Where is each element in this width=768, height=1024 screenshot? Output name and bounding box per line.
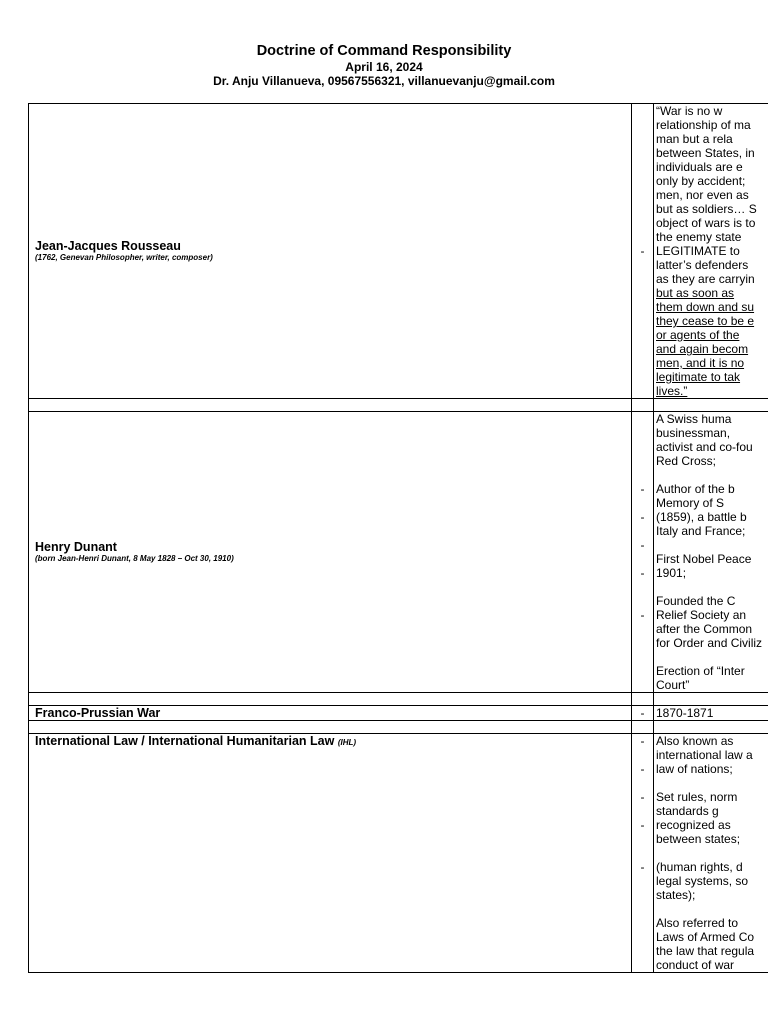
text-line: between States, in — [656, 146, 755, 160]
bullet-dash: - — [640, 706, 645, 720]
term-cell — [29, 734, 632, 973]
text-line: Red Cross; — [656, 454, 717, 468]
bullet-dash: - — [640, 244, 645, 258]
bullet-dash: - — [640, 790, 645, 804]
text-line: only by accident; — [656, 174, 746, 188]
text-line: men, nor even as — [656, 188, 749, 202]
term-cell — [29, 104, 632, 399]
text-line: businessman, — [656, 426, 731, 440]
bullet-cell — [632, 734, 654, 973]
bullet-dash: - — [640, 860, 645, 874]
text-line: legitimate to tak — [656, 370, 741, 384]
text-line: man but a rela — [656, 132, 733, 146]
bullet-cell — [632, 104, 654, 399]
term-name: Jean-Jacques Rousseau — [35, 239, 181, 253]
text-line: them down and su — [656, 300, 755, 314]
bullet-dash: - — [640, 762, 645, 776]
text-line: Court” — [656, 678, 690, 692]
text-line: they cease to be e — [656, 314, 755, 328]
table-row — [29, 399, 768, 412]
document-title: Doctrine of Command Responsibility — [256, 43, 512, 59]
text-line: Also referred to — [656, 916, 739, 930]
description-cell — [654, 104, 768, 399]
text-line: the law that regula — [656, 944, 755, 958]
document-author: Dr. Anju Villanueva, 09567556321, villanuevanju@gmail.com — [213, 74, 555, 88]
description-text: 1870-1871 — [656, 706, 714, 720]
description-text — [656, 104, 768, 398]
text-line: states); — [656, 888, 696, 902]
text-line: for Order and Civiliz — [656, 636, 763, 650]
content-table — [28, 103, 768, 973]
text-line: LEGITIMATE to — [656, 244, 740, 258]
term-name: Franco-Prussian War — [35, 706, 161, 720]
text-line: Erection of “Inter — [656, 664, 745, 678]
document-date: April 16, 2024 — [345, 60, 423, 74]
text-line: or agents of the — [656, 328, 740, 342]
term-name: Henry Dunant — [35, 540, 117, 554]
bullet-cell — [632, 706, 654, 721]
term-subtitle: (born Jean-Henri Dunant, 8 May 1828 – Oct 30, 1910) — [35, 554, 234, 563]
text-line: the enemy state — [656, 230, 742, 244]
text-line: Relief Society an — [656, 608, 747, 622]
table-row — [29, 706, 768, 721]
table-row — [29, 104, 768, 399]
text-line: relationship of ma — [656, 118, 751, 132]
bullet-dash: - — [640, 566, 645, 580]
bullet-dash: - — [640, 818, 645, 832]
text-line: men, and it is no — [656, 356, 745, 370]
text-line: (1859), a battle b — [656, 510, 747, 524]
table-row — [29, 693, 768, 706]
description-cell — [654, 734, 768, 973]
term-abbr: (IHL) — [337, 738, 357, 747]
text-line: latter’s defenders — [656, 258, 749, 272]
text-line: Set rules, norm — [656, 790, 738, 804]
description-cell — [654, 412, 768, 693]
text-line: object of wars is to — [656, 216, 756, 230]
bullet-dash: - — [640, 538, 645, 552]
text-line: but as soldiers… S — [656, 202, 757, 216]
bullet-dash: - — [640, 608, 645, 622]
text-line: activist and co-fou — [656, 440, 753, 454]
text-line: First Nobel Peace — [656, 552, 752, 566]
text-line: conduct of war — [656, 958, 735, 972]
text-line: legal systems, so — [656, 874, 749, 888]
text-line: law of nations; — [656, 762, 733, 776]
text-line: recognized as — [656, 818, 731, 832]
bullet-dash: - — [640, 734, 645, 748]
term-cell — [29, 412, 632, 693]
text-line: Also known as — [656, 734, 734, 748]
bullet-cell — [632, 412, 654, 693]
text-line: standards g — [656, 804, 719, 818]
term-name — [29, 734, 631, 750]
text-line: 1901; — [656, 566, 687, 580]
term-cell — [29, 706, 632, 721]
text-line: and again becom — [656, 342, 749, 356]
description-cell — [654, 706, 768, 721]
description-text — [656, 734, 768, 972]
bullet-dash: - — [640, 510, 645, 524]
text-line: after the Common — [656, 622, 753, 636]
table-row — [29, 734, 768, 973]
text-line: between states; — [656, 832, 741, 846]
term-subtitle: (1762, Genevan Philosopher, writer, composer) — [35, 253, 213, 262]
text-line: as they are carryin — [656, 272, 755, 286]
term-name-text: International Law / International Humanitarian Law — [35, 734, 335, 748]
text-line: but as soon as — [656, 286, 735, 300]
table-row — [29, 721, 768, 734]
description-text — [656, 412, 768, 692]
text-line: Memory of S — [656, 496, 725, 510]
text-line: individuals are e — [656, 160, 743, 174]
text-line: “War is no w — [656, 104, 723, 118]
text-line: Laws of Armed Co — [656, 930, 755, 944]
table-row — [29, 412, 768, 693]
text-line: lives.” — [656, 384, 688, 398]
text-line: Italy and France; — [656, 524, 746, 538]
text-line: (human rights, d — [656, 860, 743, 874]
text-line: Author of the b — [656, 482, 735, 496]
text-line: Founded the C — [656, 594, 736, 608]
bullet-dash: - — [640, 482, 645, 496]
text-line: international law a — [656, 748, 753, 762]
text-line: A Swiss huma — [656, 412, 732, 426]
